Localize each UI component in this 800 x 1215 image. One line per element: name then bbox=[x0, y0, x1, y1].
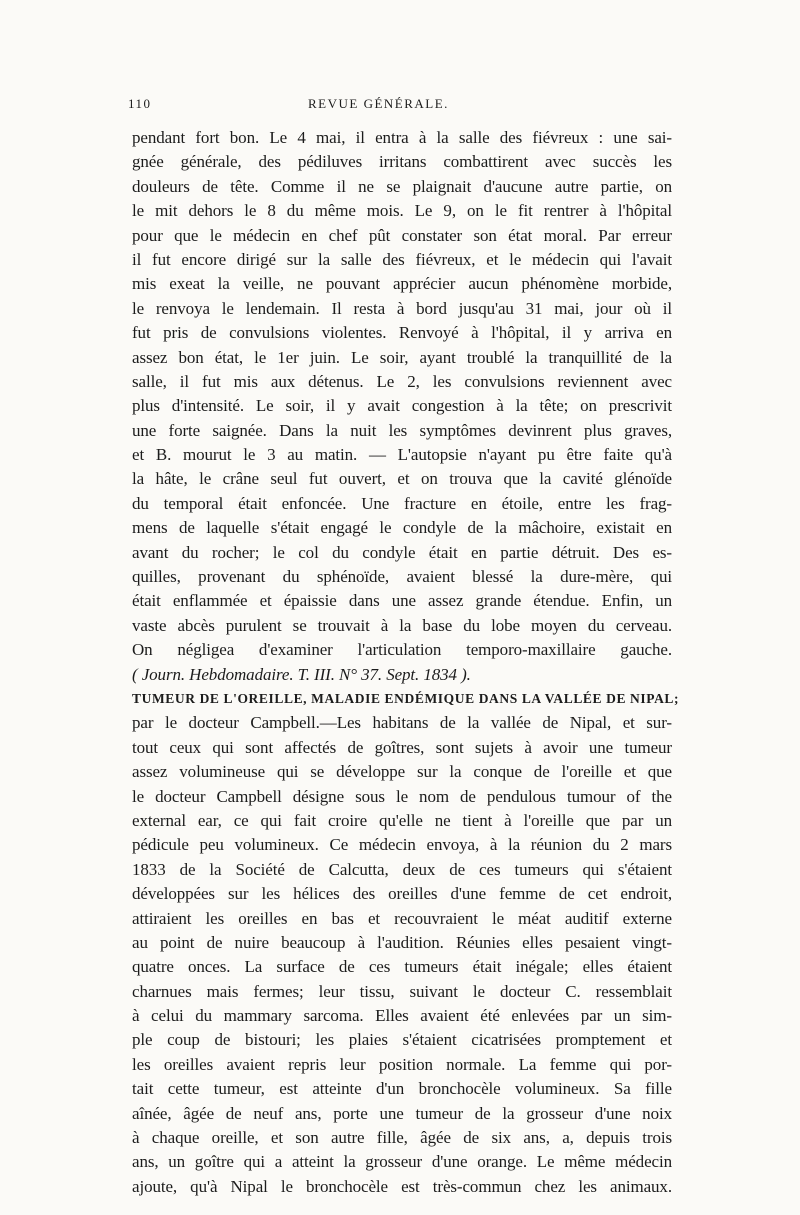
text-line: il fut encore dirigé sur la salle des fiévreux, et le médecin qui l'avait bbox=[132, 249, 672, 269]
text-line: salle, il fut mis aux détenus. Le 2, les convulsions reviennent avec bbox=[132, 371, 672, 391]
text-line: avant du rocher; le col du condyle était en partie détruit. Des es- bbox=[132, 542, 672, 562]
text-line: gnée générale, des pédiluves irritans combattirent avec succès les bbox=[132, 152, 672, 172]
text-line: On négligea d'examiner l'articulation temporo-maxillaire gauche. bbox=[132, 640, 672, 660]
text-line: ajoute, qu'à Nipal le bronchocèle est très-commun chez les animaux. bbox=[132, 1176, 672, 1196]
text-line: la hâte, le crâne seul fut ouvert, et on trouva que la cavité glénoïde bbox=[132, 469, 672, 489]
text-line: assez bon état, le 1er juin. Le soir, ayant troublé la tranquillité de la bbox=[132, 347, 672, 367]
text-line: 1833 de la Société de Calcutta, deux de ces tumeurs qui s'étaient bbox=[132, 859, 672, 879]
text-line: aînée, âgée de neuf ans, porte une tumeur de la grosseur d'une noix bbox=[132, 1103, 672, 1123]
text-line: plus d'intensité. Le soir, il y avait congestion à la tête; on prescrivit bbox=[132, 396, 672, 416]
text-line: tout ceux qui sont affectés de goîtres, sont sujets à avoir une tumeur bbox=[132, 737, 672, 757]
text-line: à celui du mammary sarcoma. Elles avaient été enlevées par un sim- bbox=[132, 1006, 672, 1026]
text-line: le renvoya le lendemain. Il resta à bord jusqu'au 31 mai, jour où il bbox=[132, 298, 672, 318]
text-line: par le docteur Campbell.—Les habitans de la vallée de Nipal, et sur- bbox=[132, 713, 672, 733]
text-line: le docteur Campbell désigne sous le nom de pendulous tumour of the bbox=[132, 786, 672, 806]
text-line: pendant fort bon. Le 4 mai, il entra à la salle des fiévreux : une sai- bbox=[132, 128, 672, 147]
running-title: REVUE GÉNÉRALE. bbox=[308, 96, 449, 111]
text-line: quatre onces. La surface de ces tumeurs était inégale; elles étaient bbox=[132, 957, 672, 977]
text-line: les oreilles avaient repris leur position normale. La femme qui por- bbox=[132, 1054, 672, 1074]
text-line: assez volumineuse qui se développe sur la conque de l'oreille et que bbox=[132, 762, 672, 782]
text-line: tait cette tumeur, est atteinte d'un bronchocèle volumineux. Sa fille bbox=[132, 1079, 672, 1099]
text-line: ans, un goître qui a atteint la grosseur d'une orange. Le même médecin bbox=[132, 1152, 672, 1172]
paragraph-case-report bbox=[132, 126, 672, 687]
text-line: charnues mais fermes; leur tissu, suivant le docteur C. ressemblait bbox=[132, 981, 672, 1001]
text-line: du temporal était enfoncée. Une fracture en étoile, entre les frag- bbox=[132, 493, 672, 513]
text-line: le mit dehors le 8 du même mois. Le 9, on le fit rentrer à l'hôpital bbox=[132, 201, 672, 221]
text-line: mis exeat la veille, ne pouvant apprécier aucun phénomène morbide, bbox=[132, 274, 672, 294]
text-line: mens de laquelle s'était engagé le condyle de la mâchoire, existait en bbox=[132, 518, 672, 538]
text-line: douleurs de tête. Comme il ne se plaignait d'aucune autre partie, on bbox=[132, 176, 672, 196]
text-line: external ear, ce qui fait croire qu'elle ne tient à l'oreille que par un bbox=[132, 810, 672, 830]
text-line: vaste abcès purulent se trouvait à la base du lobe moyen du cerveau. bbox=[132, 615, 672, 635]
text-line: attiraient les oreilles en bas et recouvraient le méat auditif externe bbox=[132, 908, 672, 928]
text-line: à chaque oreille, et son autre fille, âgée de six ans, a, depuis trois bbox=[132, 1128, 672, 1148]
text-line: pour que le médecin en chef pût constater son état moral. Par erreur bbox=[132, 225, 672, 245]
text-line: pédicule peu volumineux. Ce médecin envoya, à la réunion du 2 mars bbox=[132, 835, 672, 855]
text-line: était enflammée et épaissie dans une assez grande étendue. Enfin, un bbox=[132, 591, 672, 611]
citation-line: ( Journ. Hebdomadaire. T. III. N° 37. Sept. 1834 ). bbox=[132, 664, 471, 684]
paragraph-ear-tumour bbox=[132, 687, 680, 1199]
text-line: fut pris de convulsions violentes. Renvoyé à l'hôpital, il y arriva en bbox=[132, 323, 672, 343]
text-line: quilles, provenant du sphénoïde, avaient blessé la dure-mère, qui bbox=[132, 567, 672, 587]
section-heading: TUMEUR DE L'OREILLE, MALADIE ENDÉMIQUE DANS LA VALLÉE DE NIPAL; bbox=[132, 690, 680, 706]
text-line: au point de nuire beaucoup à l'audition. Réunies elles pesaient vingt- bbox=[132, 932, 672, 952]
text-line: ple coup de bistouri; les plaies s'étaient cicatrisées promptement et bbox=[132, 1030, 672, 1050]
text-line: une forte saignée. Dans la nuit les symptômes devinrent plus graves, bbox=[132, 420, 672, 440]
text-line: et B. mourut le 3 au matin. — L'autopsie n'ayant pu être faite qu'à bbox=[132, 445, 672, 465]
page-body bbox=[132, 126, 680, 1199]
text-line: développées sur les hélices des oreilles d'une femme de cet endroit, bbox=[132, 884, 672, 904]
page-header bbox=[128, 96, 672, 116]
page-number: 110 bbox=[128, 96, 152, 111]
